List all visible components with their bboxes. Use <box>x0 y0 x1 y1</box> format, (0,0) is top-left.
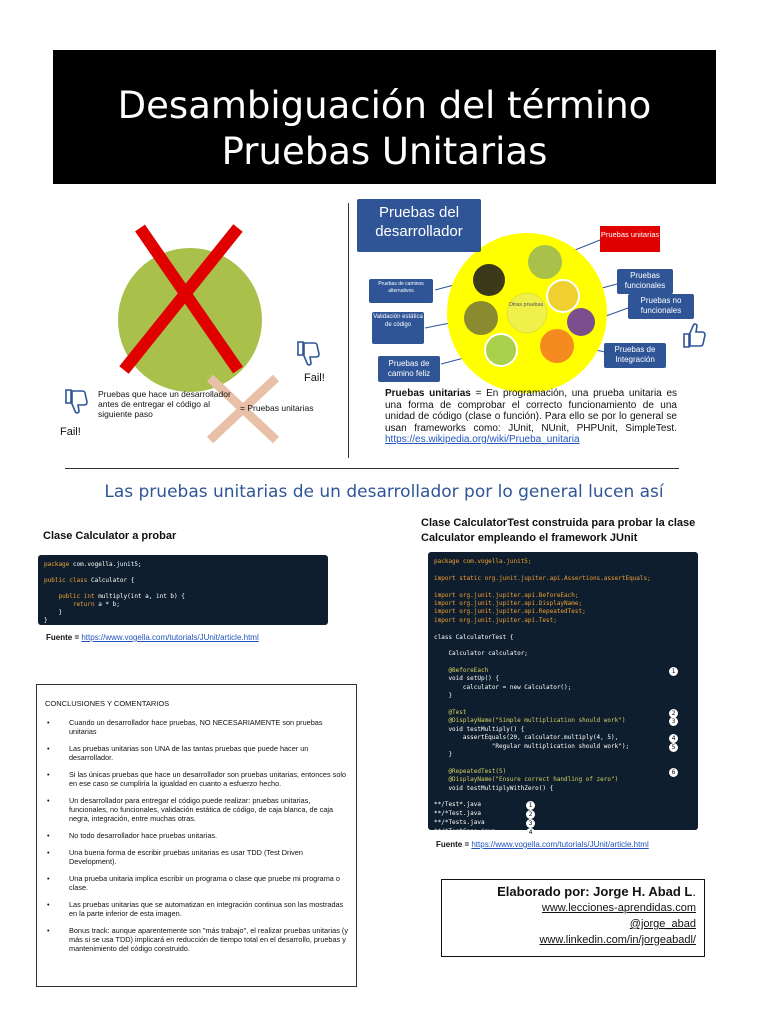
callout-marker: 2 <box>526 810 535 819</box>
code-line <box>434 650 692 658</box>
unit-tests-label: Pruebas unitarias <box>600 226 660 252</box>
section-subtitle: Las pruebas unitarias de un desarrollador por lo general lucen así <box>104 482 664 502</box>
fail-label-bottom: Fail! <box>60 426 81 438</box>
conclusion-item: • Una buena forma de escribir pruebas unitarias es usar TDD (Test Driven Development). <box>45 848 348 866</box>
code-line <box>434 734 692 742</box>
page-title-line2: Pruebas Unitarias <box>221 130 548 173</box>
code-line <box>434 600 692 608</box>
code-text: { <box>127 577 135 584</box>
code-line <box>434 642 692 650</box>
author-name: Jorge H. Abad L <box>593 884 693 899</box>
integration-tests-label: Pruebas de Integración <box>604 343 666 368</box>
code-text: multiply(int a, int b) { <box>94 593 185 600</box>
code-line <box>434 617 692 625</box>
callout-marker: 4 <box>526 828 535 837</box>
code-line <box>434 751 692 759</box>
thumbs-up-icon <box>680 322 708 350</box>
callout-marker: 5 <box>669 743 678 752</box>
code-line <box>434 692 692 700</box>
author-website-link[interactable]: www.lecciones-aprendidas.com <box>541 902 696 914</box>
code-line-text: Calculator calculator; <box>434 650 528 658</box>
code-line-text: import org.junit.jupiter.api.DisplayName; <box>434 599 583 607</box>
code-keyword: package <box>44 561 70 568</box>
author-linkedin-link[interactable]: www.linkedin.com/in/jorgeabadl/ <box>539 934 696 946</box>
conclusions-heading: CONCLUSIONES Y COMENTARIOS <box>45 699 170 708</box>
code-line <box>434 768 692 776</box>
code-line <box>434 625 692 633</box>
code-text: com.vogella.junit5; <box>69 561 142 568</box>
center-circle <box>507 293 547 333</box>
source-label: Fuente = <box>46 633 82 642</box>
developer-tests-statement: Pruebas que hace un desarrollador antes de entregar el código al siguiente paso <box>98 389 231 419</box>
code-text: } <box>58 609 63 616</box>
center-label: Otras pruebas <box>508 302 544 308</box>
calculator-code-block <box>38 555 328 625</box>
definition-term: Pruebas unitarias <box>385 388 471 399</box>
code-line <box>434 558 692 566</box>
code-line <box>434 566 692 574</box>
code-line <box>434 717 692 725</box>
sub-circle-camino-feliz <box>485 334 517 366</box>
callout-marker: 3 <box>669 717 678 726</box>
code-text: } <box>44 617 48 624</box>
callout-marker: 1 <box>526 801 535 810</box>
pattern-line <box>434 828 692 837</box>
code-line <box>434 726 692 734</box>
code-keyword: return <box>72 601 95 608</box>
code-line <box>434 583 692 591</box>
conclusions-list <box>45 718 348 953</box>
conclusion-item: • Las pruebas unitarias son UNA de las tantas pruebas que puede hacer un desarrollador. <box>45 744 348 762</box>
conclusions-box <box>36 684 357 987</box>
author-line <box>450 884 696 900</box>
code-line <box>434 684 692 692</box>
definition-text: = En programación, una prueba unitaria es una forma de comprobar el correcto funcionamiento de una unidad de código (clase o función). Para ello se por lo general se usan frameworks como: JUnit, NUnit, PHPUnit, SimpleTest. <box>385 388 678 434</box>
conclusion-item: • No todo desarrollador hace pruebas unitarias. <box>45 831 348 840</box>
callout-marker: 4 <box>669 734 678 743</box>
vertical-divider <box>348 203 349 458</box>
thumbs-down-icon <box>62 387 90 415</box>
developer-tests-label: Pruebas del desarrollador <box>357 199 481 252</box>
source-link[interactable]: https://www.vogella.com/tutorials/JUnit/article.html <box>81 633 259 642</box>
static-validation-label: Validación estática de código <box>372 312 424 344</box>
page-title-line1: Desambiguación del término <box>117 84 652 127</box>
code-line-text: @BeforeEach <box>434 667 489 675</box>
code-line-text: @Test <box>434 709 467 717</box>
calculatortest-heading: Clase CalculatorTest construida para probar la clase Calculator empleando el framework JUnit <box>421 517 696 544</box>
code-line <box>434 785 692 793</box>
callout-marker: 6 <box>669 768 678 777</box>
sub-circle-unitarias <box>528 245 562 279</box>
conclusion-item: • Las pruebas unitarias que se automatizan en integración continua son las mostradas en la parte inferior de esta imagen. <box>45 900 348 918</box>
equals-unit-tests: = Pruebas unitarias <box>240 403 314 413</box>
source-link[interactable]: https://www.vogella.com/tutorials/JUnit/article.html <box>471 840 649 849</box>
calculator-heading: Clase Calculator a probar <box>43 530 177 542</box>
code-text: a * b; <box>94 601 120 608</box>
code-line <box>434 634 692 642</box>
code-line-text: void testMultiplyWithZero() { <box>434 784 554 792</box>
code-line-text: assertEquals(20, calculator.multiply(4, 5), <box>434 734 619 742</box>
sub-circle-integracion <box>540 329 574 363</box>
code-gap <box>434 793 692 801</box>
pattern-text: **/*TestCase.java <box>434 827 496 835</box>
author-handle-link[interactable]: @jorge_abad <box>629 918 696 930</box>
conclusion-item: • Cuando un desarrollador hace pruebas, NO NECESARIAMENTE son pruebas unitarias <box>45 718 348 736</box>
callout-marker: 2 <box>669 709 678 718</box>
alternative-paths-label: Pruebas de caminos alternativos <box>369 279 433 303</box>
green-circle <box>118 248 262 392</box>
calculator-source <box>46 633 259 642</box>
code-line <box>434 709 692 717</box>
code-keyword: public class <box>44 577 88 584</box>
conclusion-item: • Una prueba unitaria implica escribir un programa o clase que pruebe mi programa o clase. <box>45 874 348 892</box>
title-banner <box>53 50 716 184</box>
author-prefix: Elaborado por: <box>497 884 594 899</box>
pattern-line <box>434 801 692 810</box>
calculatortest-source <box>436 840 649 849</box>
nonfunctional-tests-label: Pruebas no funcionales <box>628 294 694 319</box>
unit-tests-definition <box>385 388 677 446</box>
horizontal-divider <box>65 468 679 469</box>
happy-path-tests-label: Pruebas de camino feliz <box>378 356 440 382</box>
functional-tests-label: Pruebas funcionales <box>617 269 673 294</box>
conclusion-item: • Bonus track: aunque aparentemente son "más trabajo", el realizar pruebas unitarias (y más si se usa TDD) implicará en reducción de tiempo total en el desarrollo, pruebas y mantenimiento del código construido. <box>45 926 348 953</box>
code-line-text: calculator = new Calculator(); <box>434 683 572 691</box>
conclusion-item: • Si las únicas pruebas que hace un desarrollador son pruebas unitarias, entonces solo en ese caso se cumpliría la igualdad en cuanto a esfuerzo hecho. <box>45 770 348 788</box>
code-line-text: import static org.junit.jupiter.api.Assertions.assertEquals; <box>434 574 651 582</box>
code-line <box>434 776 692 784</box>
code-line-text: import org.junit.jupiter.api.BeforeEach; <box>434 591 579 599</box>
callout-marker: 3 <box>526 819 535 828</box>
code-line <box>434 701 692 709</box>
code-line-text: void testMultiply() { <box>434 725 525 733</box>
author-box <box>441 879 705 957</box>
code-line <box>434 743 692 751</box>
code-line <box>434 675 692 683</box>
author-dot: . <box>692 884 696 899</box>
code-line <box>434 592 692 600</box>
code-line-text: @DisplayName("Simple multiplication should work") <box>434 717 626 725</box>
code-line-text: } <box>434 750 453 758</box>
code-line-text: "Regular multiplication should work"); <box>434 742 630 750</box>
code-line-text: import org.junit.jupiter.api.RepeatedTest; <box>434 608 586 616</box>
pattern-text: **/*Tests.java <box>434 818 485 826</box>
code-line-text: @DisplayName("Ensure correct handling of zero") <box>434 776 619 784</box>
source-label: Fuente = <box>436 840 472 849</box>
code-line-text: @RepeatedTest(5) <box>434 767 507 775</box>
sub-circle-no-funcionales <box>567 308 595 336</box>
code-line-text: package com.vogella.junit5; <box>434 558 532 565</box>
code-line <box>434 608 692 616</box>
code-text: Calculator <box>87 577 128 584</box>
pattern-text: **/*Test.java <box>434 809 481 817</box>
pattern-text: **/Test*.java <box>434 800 481 808</box>
code-line-text: void setUp() { <box>434 675 500 683</box>
code-line-text: } <box>434 692 453 700</box>
code-keyword: public int <box>58 593 95 600</box>
code-line-text: class CalculatorTest { <box>434 633 514 641</box>
sub-circle-alternativos <box>473 264 505 296</box>
code-line <box>434 659 692 667</box>
sub-circle-funcionales <box>547 280 579 312</box>
wikipedia-link[interactable]: https://es.wikipedia.org/wiki/Prueba_unitaria <box>385 434 580 445</box>
calculatortest-code-block <box>428 552 698 836</box>
conclusion-item: • Un desarrollador para entregar el código puede realizar: pruebas unitarias, funcionales, no funcionales, validación estática de código, de caja blanca, de caja negra, integración, entre muchas otras. <box>45 796 348 823</box>
pattern-line <box>434 810 692 819</box>
code-line-text: import org.junit.jupiter.api.Test; <box>434 616 557 624</box>
sub-circle-validacion <box>464 301 498 335</box>
thumbs-down-icon <box>294 339 322 367</box>
callout-marker: 1 <box>669 667 678 676</box>
pattern-line <box>434 819 692 828</box>
code-line <box>434 667 692 675</box>
fail-label-top: Fail! <box>304 372 325 384</box>
code-line <box>434 759 692 767</box>
code-line <box>434 575 692 583</box>
